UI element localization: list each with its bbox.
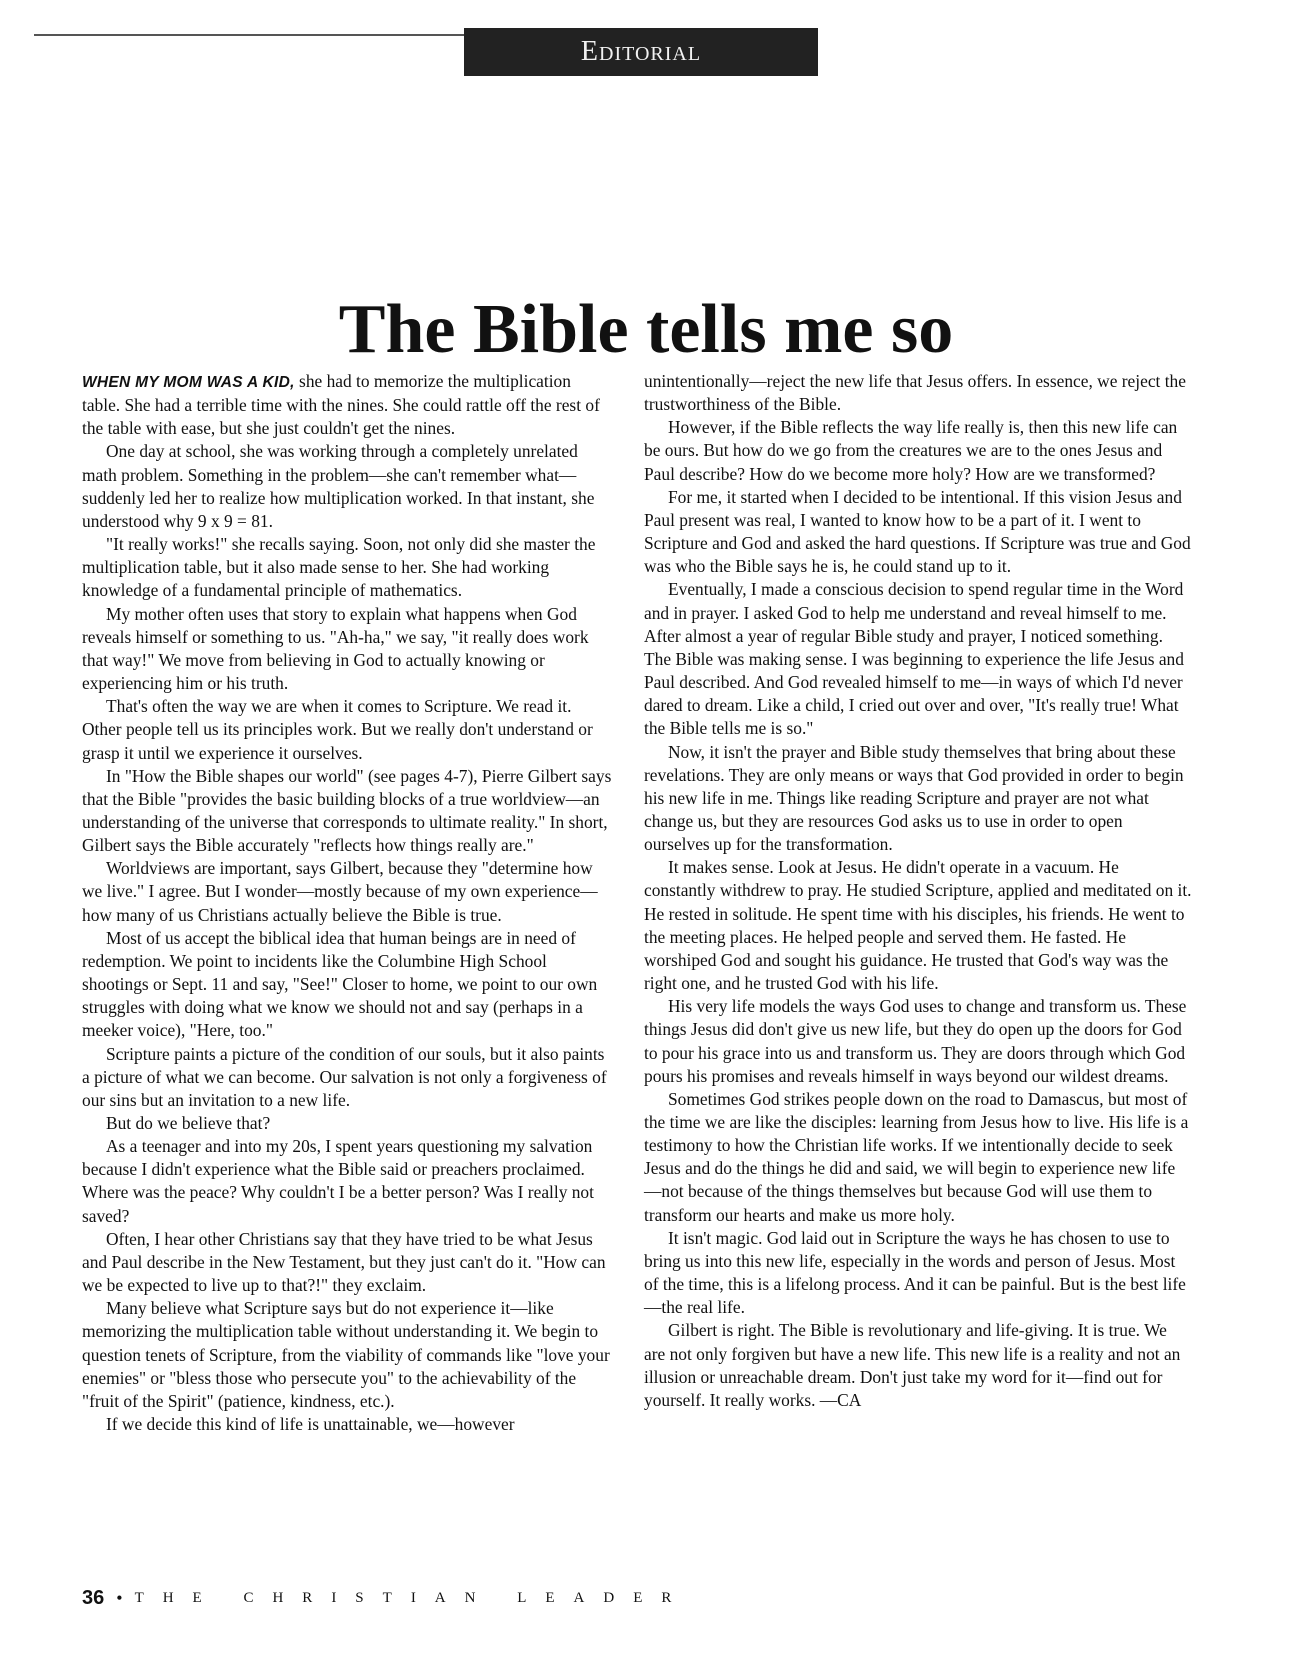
paragraph: Scripture paints a picture of the condition of our souls, but it also paints a picture of what we can become. Our salvation is not only a forgiveness of our sins but an invitation to a new life.: [82, 1043, 607, 1110]
paragraph: Gilbert is right. The Bible is revolutionary and life-giving. It is true. We are not only forgiven but have a new life. This new life is a reality and not an illusion or unreachable dream. Don't just take my word for it—find out for yourself. It really works. —CA: [644, 1320, 1181, 1410]
paragraph: In "How the Bible shapes our world" (see pages 4-7), Pierre Gilbert says that the Bible "provides the basic building blocks of a true worldview—an understanding of the universe that corresponds to ultimate reality." In short, Gilbert says the Bible accurately "reflects how things really are.": [82, 765, 612, 856]
paragraph: My mother often uses that story to explain what happens when God reveals himself or something to us. "Ah-ha," we say, "it really does work that way!" We move from believing in God to actually knowing or experiencing him or his truth.: [82, 603, 589, 694]
paragraph: Most of us accept the biblical idea that human beings are in need of redemption. We point to incidents like the Columbine High School shootings or Sept. 11 and say, "See!" Closer to home, we point to our own struggles with doing what we know we should not and say (perhaps in a meeker voice), "Here, too.": [82, 927, 598, 1041]
paragraph: Often, I hear other Christians say that they have tried to be what Jesus and Paul describe in the New Testament, but they just can't do it. "How can we be expected to live up to that?!" they exclaim.: [82, 1228, 606, 1296]
paragraph: For me, it started when I decided to be intentional. If this vision Jesus and Paul present was real, I wanted to know how to be a part of it. I went to Scripture and God and asked the hard questions. If Scripture was true and God was who the Bible says he is, he could stand up to it.: [644, 486, 1191, 577]
paragraph: However, if the Bible reflects the way life really is, then this new life can be ours. But how do we go from the creatures we are to the ones Jesus and Paul describe? How do we become more holy? How are we transformed?: [644, 417, 1178, 484]
paragraph: But do we believe that?: [106, 1113, 271, 1133]
header-rule: [34, 34, 464, 36]
left-column: [82, 370, 612, 1436]
paragraph: Now, it isn't the prayer and Bible study themselves that bring about these revelations. They are only means or ways that God provided in order to begin his new life in me. Things like reading Scripture and prayer are not what change us, but they are resources God asks us to use in order to open ourselves up for the transformation.: [644, 741, 1184, 855]
paragraph: As a teenager and into my 20s, I spent years questioning my salvation because I didn't experience what the Bible said or preachers proclaimed. Where was the peace? Why couldn't I be a better person? Was I really not saved?: [82, 1136, 594, 1226]
paragraph: If we decide this kind of life is unattainable, we—however: [106, 1414, 515, 1435]
paragraph: "It really works!" she recalls saying. Soon, not only did she master the multiplication table, but it also made sense to her. She had working knowledge of a fundamental principle of mathematics.: [82, 534, 596, 601]
footer-bullet: •: [116, 1587, 123, 1608]
paragraph: Many believe what Scripture says but do not experience it—like memorizing the multiplication table without understanding it. We begin to question tenets of Scripture, from the viability of commands like "love your enemies" or "bless those who persecute you" to the achievability of the "fruit of the Spirit" (patience, kindness, etc.).: [82, 1298, 610, 1411]
paragraph: Eventually, I made a conscious decision to spend regular time in the Word and in prayer. I asked God to help me understand and reveal himself to me. After almost a year of regular Bible study and prayer, I noticed something. The Bible was making sense. I was beginning to experience the life Jesus and Paul described. And God revealed himself to me—in ways of which I'd never dared to dream. Like a child, I cried out over and over, "It's really true! What the Bible tells me is so.": [644, 579, 1184, 739]
publication-name: THE CHRISTIAN LEADER: [134, 1589, 691, 1606]
paragraph: Sometimes God strikes people down on the road to Damascus, but most of the time we are like the disciples: learning from Jesus how to live. His life is a testimony to how the Christian life works. If we intentionally decide to seek Jesus and do the things he did and said, we will begin to experience new life—not because of the things themselves but because God will use them to transform our hearts and make us more holy.: [644, 1088, 1189, 1225]
page-footer: [82, 1583, 690, 1613]
paragraph: unintentionally—reject the new life that Jesus offers. In essence, we reject the trustworthiness of the Bible.: [644, 371, 1186, 415]
paragraph: Worldviews are important, says Gilbert, because they "determine how we live." I agree. But I wonder—mostly because of my own experience—how many of us Christians actually believe the Bible is true.: [82, 858, 598, 925]
paragraph: It isn't magic. God laid out in Scripture the ways he has chosen to use to bring us into this new life, especially in the words and person of Jesus. Most of the time, this is a lifelong process. And it can be painful. But is the best life—the real life.: [644, 1227, 1186, 1318]
paragraph: WHEN MY MOM WAS A KID, she had to memorize the multiplication table. She had a terrible time with the nines. She could rattle off the rest of the table with ease, but she just couldn't get the nines.: [82, 371, 600, 439]
page-number: 36: [82, 1586, 105, 1609]
paragraph: That's often the way we are when it comes to Scripture. We read it. Other people tell us its principles work. But we really don't understand or grasp it until we experience it ourselves.: [82, 696, 593, 763]
paragraph: It makes sense. Look at Jesus. He didn't operate in a vacuum. He constantly withdrew to pray. He studied Scripture, applied and meditated on it. He rested in solitude. He spent time with his disciples, his friends. He went to the meeting places. He helped people and served them. He fasted. He worshiped God and sought his guidance. He trusted that God's way was the right one, and he trusted God with his life.: [644, 857, 1192, 994]
article-title: The Bible tells me so: [338, 291, 954, 368]
right-column: [644, 370, 1192, 1412]
paragraph: One day at school, she was working through a completely unrelated math problem. Something in the problem—she can't remember what—suddenly led her to realize how multiplication worked. In that instant, she understood why 9 x 9 = 81.: [82, 441, 595, 531]
section-label: Editorial: [464, 28, 818, 76]
paragraph: His very life models the ways God uses to change and transform us. These things Jesus did don't give us new life, but they do open up the doors for God to pour his grace into us and transform us. They are doors through which God pours his promises and reveals himself in ways beyond our wildest dreams.: [644, 996, 1187, 1086]
lead-in: WHEN MY MOM WAS A KID,: [82, 374, 295, 391]
